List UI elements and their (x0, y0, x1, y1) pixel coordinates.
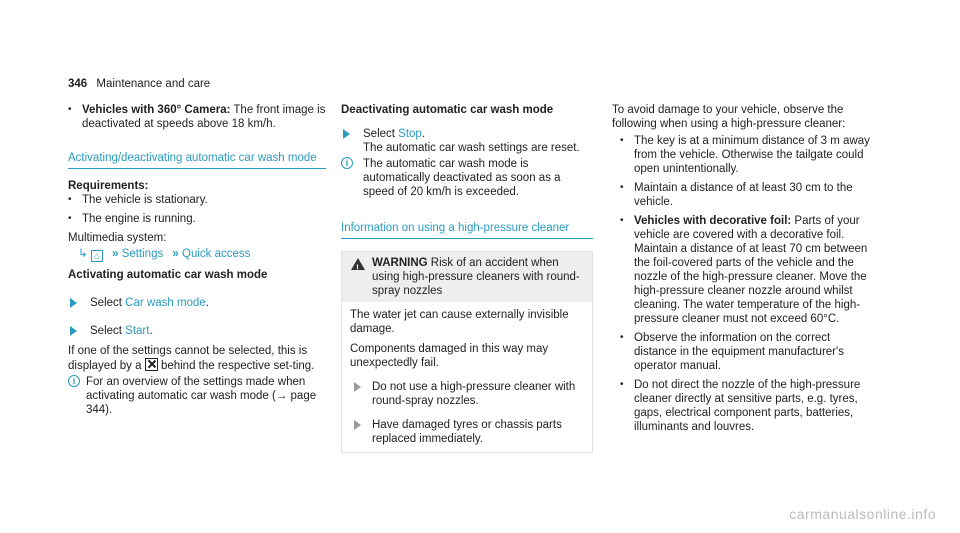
bullet-dot: • (68, 213, 72, 224)
warning-step-text: Do not use a high-pressure cleaner with round-spray nozzles. (372, 381, 576, 407)
requirements-label: Requirements: (68, 180, 149, 192)
activating-title: Activating automatic car wash mode (68, 269, 268, 281)
step-text: . (149, 325, 153, 337)
step-arrow-icon (343, 129, 350, 139)
step-text: . (421, 128, 426, 140)
nav-quick-access[interactable]: Quick access (182, 248, 251, 260)
bullet-dot: • (68, 194, 72, 205)
bullet-dot: • (620, 215, 624, 226)
warning-body (342, 302, 592, 452)
list-item (612, 181, 870, 209)
header-section: Maintenance and care (96, 78, 211, 90)
item-bold: Vehicles with decorative foil: (634, 215, 792, 227)
chevron-right-icon: » (112, 248, 119, 260)
step-arrow-icon (354, 382, 361, 392)
chevron-right-icon: » (172, 248, 179, 260)
item-text: Do not direct the nozzle of the high-pressure cleaner directly at sensitive parts, e.g. tyres, gaps, electrical component parts, batteries, illuminants and louvres. (634, 379, 861, 433)
info-text: For an overview of the settings made when activating automatic car wash mode (→ page 344). (86, 376, 317, 416)
nav-arrow-icon: ↳ (78, 248, 88, 260)
requirement-text: The engine is running. (82, 213, 196, 225)
column-1 (68, 103, 326, 417)
intro-text: To avoid damage to your vehicle, observe the following when using a high-pressure cleaner: (612, 104, 846, 130)
info-icon: i (341, 157, 353, 169)
bullet-bold: Vehicles with 360° Camera: (82, 104, 231, 116)
bullet-dot: • (620, 135, 624, 146)
info-icon: i (68, 375, 80, 387)
info-note (341, 157, 593, 199)
list-item (612, 331, 870, 373)
requirement-text: The vehicle is stationary. (82, 194, 208, 206)
step-text: . (205, 297, 209, 309)
warning-step (350, 418, 584, 446)
step-arrow-icon (70, 326, 77, 336)
page-number: 346 (68, 78, 88, 90)
section-title: Information on using a high-pressure cleaner (341, 221, 593, 239)
step-item (68, 296, 326, 310)
bullet-dot: • (620, 182, 624, 193)
list-item (612, 378, 870, 434)
car-wash-mode-link[interactable]: Car wash mode (125, 297, 206, 309)
step-result: The automatic car wash settings are reset. (363, 142, 580, 154)
list-item (612, 214, 870, 326)
bullet-dot: • (620, 379, 624, 390)
step-item (341, 127, 593, 155)
step-item (68, 324, 326, 338)
multimedia-label: Multimedia system: (68, 232, 167, 244)
step-text: Select (90, 297, 126, 309)
deactivating-title: Deactivating automatic car wash mode (341, 104, 554, 116)
bullet-text: The front image is deactivated at speeds above 18 km/h. (82, 104, 326, 130)
step-arrow-icon (70, 298, 77, 308)
list-item (68, 212, 326, 226)
list-item (612, 134, 870, 176)
bullet-dot: • (68, 104, 72, 115)
item-text: The key is at a minimum distance of 3 m away from the vehicle. Otherwise the tailgate could open unintentionally. (634, 135, 870, 175)
warning-step-text: Have damaged tyres or chassis parts replaced immediately. (372, 419, 562, 445)
section-title: Activating/deactivating automatic car wash mode (68, 151, 326, 169)
home-icon[interactable]: ⌂ (91, 250, 103, 262)
step-text: Select (90, 325, 126, 337)
bullet-dot: • (620, 332, 624, 343)
info-note (68, 375, 326, 417)
warning-paragraph: The water jet can cause externally invisible damage. (350, 309, 569, 335)
para-text: If one of the settings cannot be selected, this is displayed by a (68, 345, 308, 372)
column-3 (612, 103, 870, 434)
nav-settings[interactable]: Settings (121, 248, 164, 260)
warning-paragraph: Components damaged in this way may unexpectedly fail. (350, 343, 549, 369)
start-link[interactable]: Start (125, 325, 150, 337)
list-item (68, 193, 326, 207)
warning-exclamation: ! (356, 263, 359, 273)
item-text: Observe the information on the correct distance in the equipment manufacturer's operator manual. (634, 332, 844, 372)
nav-path (68, 247, 326, 262)
warning-step (350, 380, 584, 408)
list-item (68, 103, 326, 131)
item-text: Parts of your vehicle are covered with a decorative foil. Maintain a distance of at least 70 cm between the foil-covered parts of the vehicle and the nozzle of the high-pressure cleaner. Move the high-pressure cleaner nozzle around whilst cleaning. The water temperature of the high-pressure cleaner must not exceed 60°C. (634, 215, 868, 325)
item-text: Maintain a distance of at least 30 cm to the vehicle. (634, 182, 853, 208)
step-arrow-icon (354, 420, 361, 430)
warning-head-text: Risk of an accident when using high-pressure cleaners with round-spray nozzles (372, 257, 580, 297)
para-text: behind the respective set-ting. (160, 360, 315, 372)
warning-header (342, 252, 592, 302)
column-2 (341, 103, 593, 453)
info-text: The automatic car wash mode is automatically deactivated as soon as a speed of 20 km/h is exceeded. (363, 158, 561, 198)
page-header (68, 77, 368, 91)
cross-box-icon (145, 358, 158, 371)
warning-box (341, 251, 593, 453)
warning-label: WARNING (372, 257, 428, 269)
watermark-text: carmanualsonline.info (789, 506, 936, 522)
step-text: Select (363, 128, 399, 140)
paragraph (68, 344, 326, 373)
stop-link[interactable]: Stop (398, 128, 422, 140)
